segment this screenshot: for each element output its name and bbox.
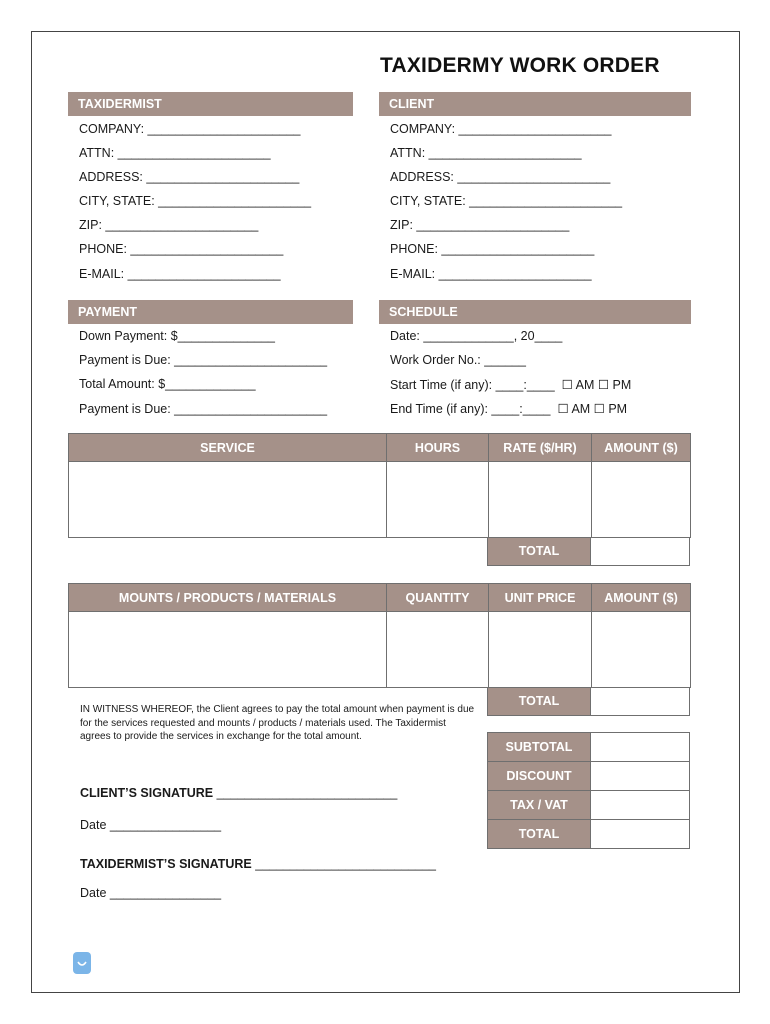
client-company-field[interactable]: COMPANY: ______________________	[390, 122, 612, 136]
date-field[interactable]: Date: _____________, 20____	[390, 329, 563, 343]
taxidermist-signature-line[interactable]	[80, 857, 436, 871]
client-phone-field[interactable]: PHONE: ______________________	[390, 242, 595, 256]
witness-clause: IN WITNESS WHEREOF, the Client agrees to pay the total amount when payment is due for the services requested and mounts / products / materials used. The Taxidermist agrees to provide the services in exchange for the total amount.	[80, 704, 475, 742]
client-email-field[interactable]: E-MAIL: ______________________	[390, 267, 592, 281]
client-address-field[interactable]: ADDRESS: ______________________	[390, 170, 611, 184]
client-zip-field[interactable]: ZIP: ______________________	[390, 218, 570, 232]
taxidermist-attn-field[interactable]: ATTN: ______________________	[79, 146, 271, 160]
taxidermist-signature-label: TAXIDERMIST’S SIGNATURE	[80, 857, 252, 871]
amount-cell[interactable]	[592, 462, 691, 538]
quantity-cell[interactable]	[387, 612, 489, 688]
mounts-column-header: MOUNTS / PRODUCTS / MATERIALS	[69, 584, 387, 612]
service-column-header: SERVICE	[69, 434, 387, 462]
client-city-field[interactable]: CITY, STATE: ______________________	[390, 194, 623, 208]
service-table	[68, 433, 691, 538]
down-payment-field[interactable]: Down Payment: $______________	[79, 329, 275, 343]
payment-due-field-2[interactable]: Payment is Due: ______________________	[79, 402, 328, 416]
subtotal-value[interactable]	[591, 733, 690, 762]
taxidermist-date-field[interactable]: Date ________________	[80, 886, 222, 900]
service-total-label: TOTAL	[488, 538, 591, 565]
taxidermist-zip-field[interactable]: ZIP: ______________________	[79, 218, 259, 232]
document-logo-icon	[73, 952, 91, 974]
amount-column-header: AMOUNT ($)	[592, 434, 691, 462]
mounts-total-value[interactable]	[591, 688, 689, 715]
client-signature-label: CLIENT’S SIGNATURE	[80, 786, 214, 800]
client-signature-line[interactable]	[80, 786, 397, 800]
mounts-total-row	[487, 687, 690, 716]
taxidermist-company-field[interactable]: COMPANY: ______________________	[79, 122, 301, 136]
unit-price-cell[interactable]	[489, 612, 592, 688]
tax-vat-value[interactable]	[591, 791, 690, 820]
tax-vat-label: TAX / VAT	[488, 791, 591, 820]
payment-header: PAYMENT	[68, 300, 353, 324]
client-signature-blank[interactable]: __________________________	[213, 786, 398, 800]
mounts-table	[68, 583, 691, 688]
hours-column-header: HOURS	[387, 434, 489, 462]
mounts-amount-column-header: AMOUNT ($)	[592, 584, 691, 612]
service-total-row	[487, 537, 690, 566]
work-order-no-field[interactable]: Work Order No.: ______	[390, 353, 526, 367]
mounts-amount-cell[interactable]	[592, 612, 691, 688]
taxidermist-phone-field[interactable]: PHONE: ______________________	[79, 242, 284, 256]
taxidermist-email-field[interactable]: E-MAIL: ______________________	[79, 267, 281, 281]
start-time-field[interactable]: Start Time (if any): ____:____ ☐ AM ☐ PM	[390, 378, 632, 392]
total-amount-field[interactable]: Total Amount: $_____________	[79, 377, 256, 391]
grand-total-label: TOTAL	[488, 820, 591, 849]
rate-column-header: RATE ($/HR)	[489, 434, 592, 462]
mounts-cell[interactable]	[69, 612, 387, 688]
schedule-header: SCHEDULE	[379, 300, 691, 324]
subtotal-label: SUBTOTAL	[488, 733, 591, 762]
client-attn-field[interactable]: ATTN: ______________________	[390, 146, 582, 160]
grand-total-value[interactable]	[591, 820, 690, 849]
rate-cell[interactable]	[489, 462, 592, 538]
quantity-column-header: QUANTITY	[387, 584, 489, 612]
page-title: TAXIDERMY WORK ORDER	[380, 54, 660, 77]
taxidermist-header: TAXIDERMIST	[68, 92, 353, 116]
service-cell[interactable]	[69, 462, 387, 538]
unit-price-column-header: UNIT PRICE	[489, 584, 592, 612]
client-date-field[interactable]: Date ________________	[80, 818, 222, 832]
end-time-field[interactable]: End Time (if any): ____:____ ☐ AM ☐ PM	[390, 402, 628, 416]
service-total-value[interactable]	[591, 538, 689, 565]
discount-label: DISCOUNT	[488, 762, 591, 791]
summary-table	[487, 732, 690, 849]
mounts-total-label: TOTAL	[488, 688, 591, 715]
hours-cell[interactable]	[387, 462, 489, 538]
payment-due-field[interactable]: Payment is Due: ______________________	[79, 353, 328, 367]
taxidermist-city-field[interactable]: CITY, STATE: ______________________	[79, 194, 312, 208]
discount-value[interactable]	[591, 762, 690, 791]
taxidermist-address-field[interactable]: ADDRESS: ______________________	[79, 170, 300, 184]
taxidermist-signature-blank[interactable]: __________________________	[251, 857, 436, 871]
client-header: CLIENT	[379, 92, 691, 116]
